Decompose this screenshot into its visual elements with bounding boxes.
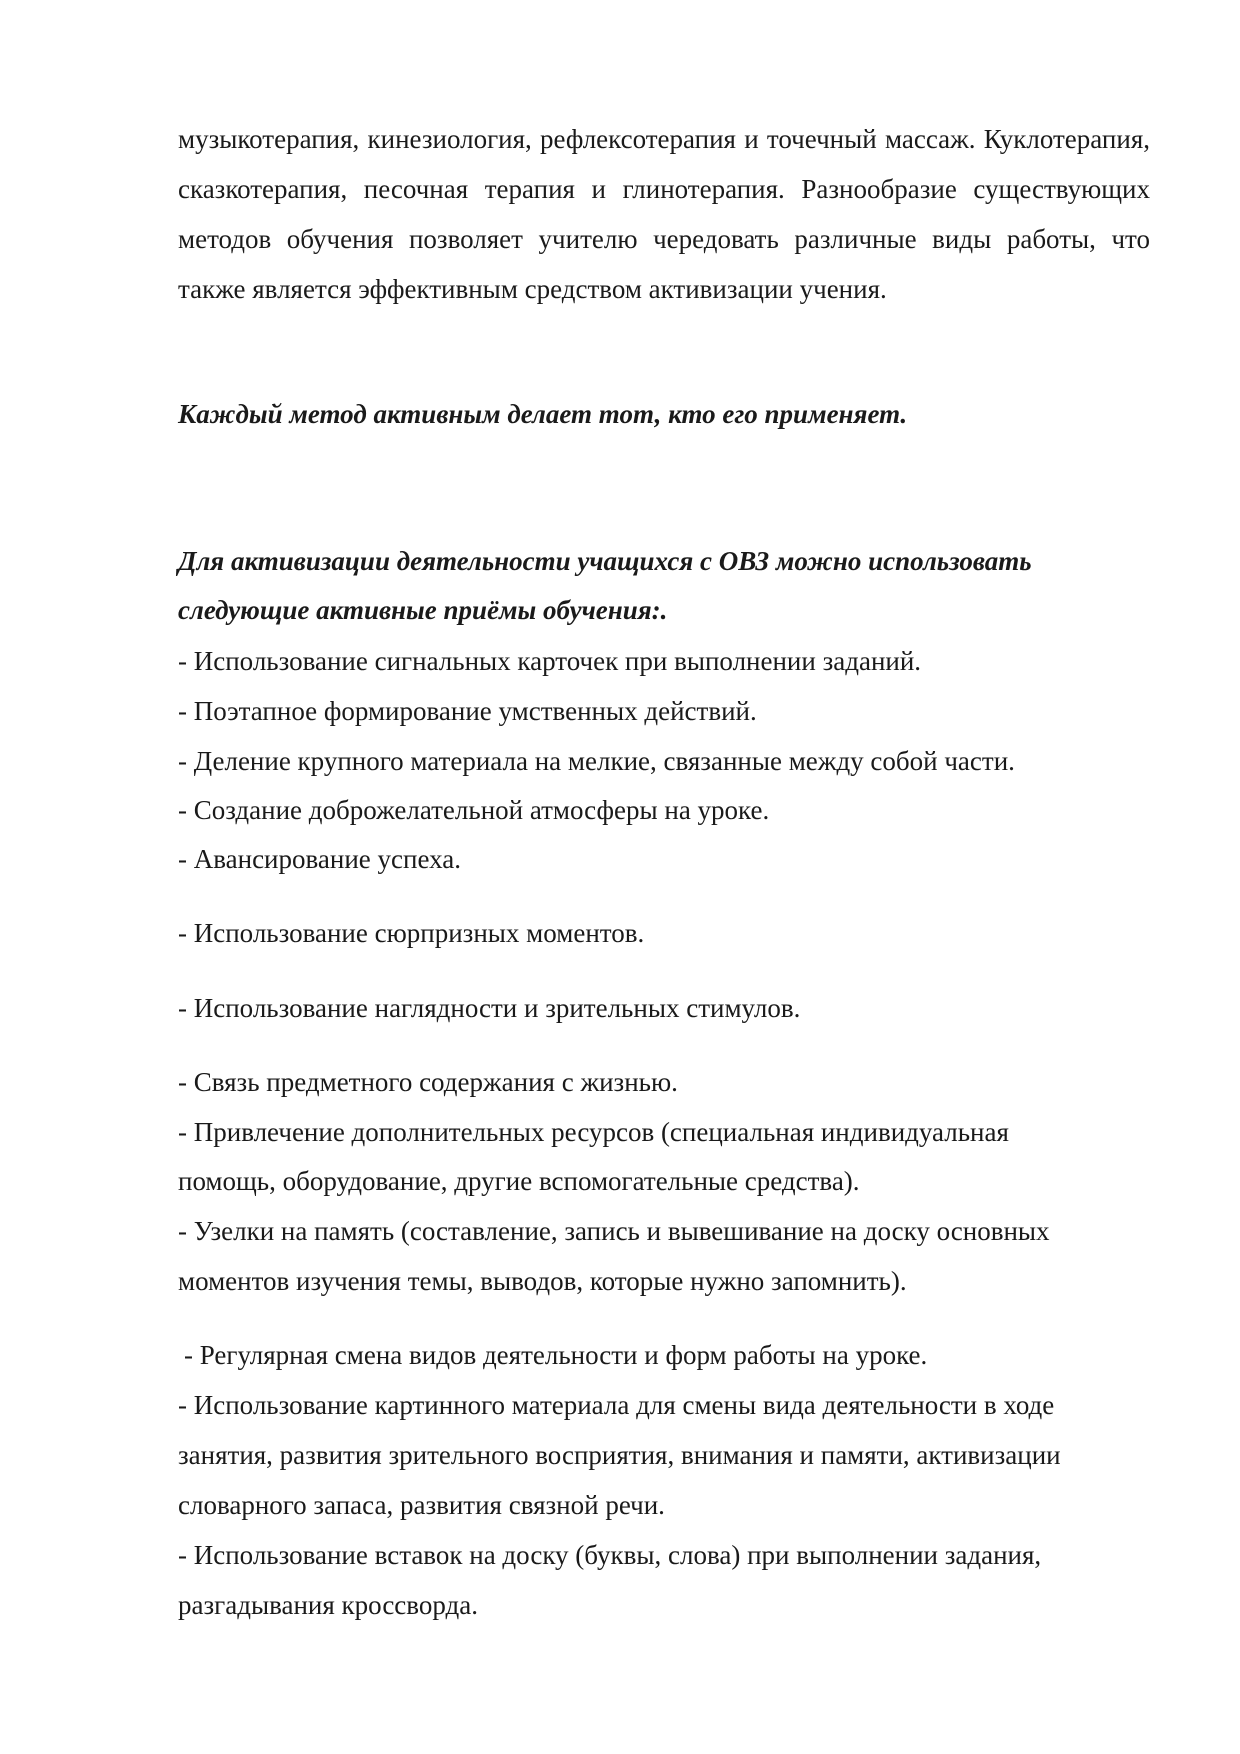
list-item: - Узелки на память (составление, запись и вывешивание на доску основных bbox=[178, 1216, 1050, 1246]
intro-paragraph: музыкотерапия, кинезиология, рефлексотерапия и точечный массаж. Куклотерапия, сказкотерапия, песочная терапия и глинотерапия. Разнообразие существующих методов обучения позволяет учителю чередовать различные виды работы, что также является эффективным средством активизации учения. bbox=[178, 124, 1150, 304]
list-item: - Деление крупного материала на мелкие, связанные между собой части. bbox=[178, 746, 1015, 776]
list-item: - Регулярная смена видов деятельности и форм работы на уроке. bbox=[184, 1340, 928, 1370]
list-item: - Поэтапное формирование умственных действий. bbox=[178, 696, 757, 726]
list-item: - Использование картинного материала для смены вида деятельности в ходе bbox=[178, 1390, 1055, 1420]
list-item: - Привлечение дополнительных ресурсов (специальная индивидуальная bbox=[178, 1117, 1009, 1147]
list-item: - Использование вставок на доску (буквы, слова) при выполнении задания, bbox=[178, 1540, 1042, 1570]
list-item: разгадывания кроссворда. bbox=[178, 1590, 478, 1620]
list-item: - Авансирование успеха. bbox=[178, 844, 461, 874]
list-item: занятия, развития зрительного восприятия, внимания и памяти, активизации bbox=[178, 1440, 1061, 1470]
list-item: помощь, оборудование, другие вспомогательные средства). bbox=[178, 1166, 860, 1196]
motto-line: Каждый метод активным делает тот, кто его применяет. bbox=[178, 399, 908, 429]
heading-line-2: следующие активные приёмы обучения:. bbox=[178, 595, 668, 625]
list-item: словарного запаса, развития связной речи. bbox=[178, 1490, 665, 1520]
list-item: - Использование сигнальных карточек при выполнении заданий. bbox=[178, 646, 922, 676]
list-item: - Использование наглядности и зрительных стимулов. bbox=[178, 993, 801, 1023]
list-item: - Использование сюрпризных моментов. bbox=[178, 918, 645, 948]
heading-line-1: Для активизации деятельности учащихся с ОВЗ можно использовать bbox=[178, 546, 1032, 576]
list-item: моментов изучения темы, выводов, которые нужно запомнить). bbox=[178, 1266, 907, 1296]
list-item: - Связь предметного содержания с жизнью. bbox=[178, 1067, 678, 1097]
list-item: - Создание доброжелательной атмосферы на уроке. bbox=[178, 795, 770, 825]
